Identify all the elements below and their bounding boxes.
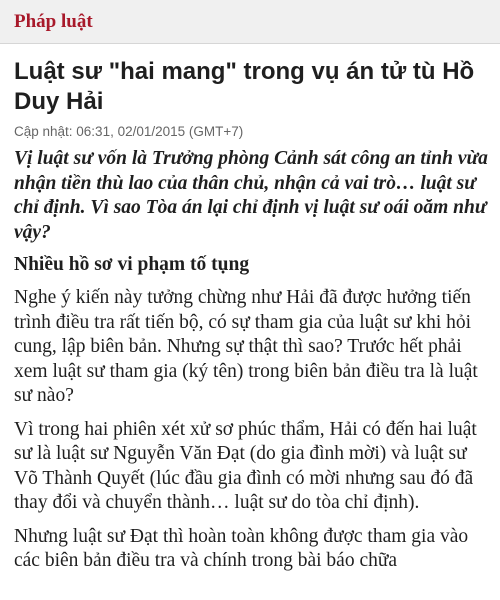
article-lead: Vị luật sư vốn là Trưởng phòng Cảnh sát công an tỉnh vừa nhận tiền thù lao của thân chủ, nhận cả vai trò… luật sư chỉ định. Vì sao Tòa án lại chỉ định vị luật sư oái oăm như vậy? [14, 148, 488, 243]
article-paragraph: Nhưng luật sư Đạt thì hoàn toàn không được tham gia vào các biên bản điều tra và chính trong bài báo chữa [14, 525, 469, 571]
article-subheading: Nhiều hồ sơ vi phạm tố tụng [14, 254, 250, 275]
article-paragraph: Vì trong hai phiên xét xử sơ phúc thẩm, Hải có đến hai luật sư là luật sư Nguyễn Văn Đạt (do gia đình mời) và luật sư Võ Thành Quyết (lúc đầu gia đình có mời nhưng sau đó đã thay đổi và chuyển thành… luật sư do tòa chỉ định). [14, 418, 477, 513]
article-title: Luật sư "hai mang" trong vụ án tử tù Hồ Duy Hải [14, 58, 475, 115]
section-label[interactable]: Pháp luật [14, 11, 93, 32]
article-updated-time: Cập nhật: 06:31, 02/01/2015 (GMT+7) [14, 124, 244, 139]
section-header-bar [0, 0, 500, 44]
article [14, 57, 492, 574]
article-paragraph: Nghe ý kiến này tưởng chừng như Hải đã được hưởng tiến trình điều tra rất tiến bộ, có sự tham gia của luật sư khi hỏi cung, lập biên bản. Nhưng sự thật thì sao? Trước hết phải xem luật sư tham gia (ký tên) trong biên bản điều tra là luật sư nào? [14, 287, 478, 406]
